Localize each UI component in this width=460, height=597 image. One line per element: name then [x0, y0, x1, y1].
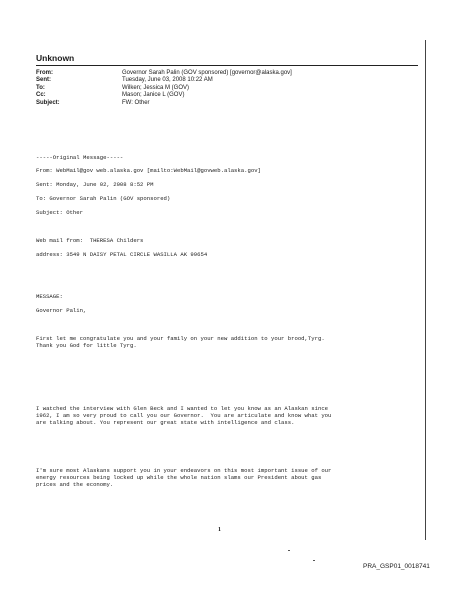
scan-speck — [288, 550, 290, 551]
email-header-fields — [36, 70, 292, 107]
original-message-marker: -----Original Message----- — [36, 154, 124, 161]
header-label: Cc: — [36, 92, 46, 99]
scan-speck — [313, 560, 315, 561]
scan-margin-line — [425, 40, 426, 540]
sender-name: Unknown — [36, 53, 75, 63]
header-divider — [36, 65, 418, 66]
header-row-to — [36, 85, 292, 92]
original-from-line: From: WebMail@gov web.alaska.gov [mailto:WebMail@govweb.alaska.gov] — [36, 167, 261, 174]
header-value: Tuesday, June 03, 2008 10:22 AM — [122, 77, 213, 84]
page-number: 1 — [218, 527, 221, 533]
webmail-from-line: Web mail from: THERESA Childers — [36, 237, 144, 244]
original-sent-line: Sent: Monday, June 02, 2008 8:52 PM — [36, 181, 154, 188]
bates-number: PRA_GSP01_0018741 — [363, 563, 430, 570]
header-value: Mason; Janice L (GOV) — [122, 92, 185, 99]
original-subject-line: Subject: Other — [36, 209, 83, 216]
header-value: Governor Sarah Palin (GOV sponsored) [governor@alaska.gov] — [122, 70, 292, 76]
message-paragraph-3: I'm sure most Alaskans support you in your endeavors on this most important issue of our energy resources being locked up while the whole nation slams our President about gas prices and the economy. — [36, 467, 332, 489]
message-label: MESSAGE: — [36, 293, 63, 300]
salutation: Governor Palin, — [36, 307, 87, 314]
header-row-subject — [36, 100, 292, 107]
header-row-cc — [36, 92, 292, 99]
address-line: address: 3549 N DAISY PETAL CIRCLE WASILLA AK 99654 — [36, 251, 208, 258]
header-label: To: — [36, 84, 45, 91]
header-label: From: — [36, 70, 53, 76]
header-value: FW: Other — [122, 99, 150, 106]
header-row-from — [36, 70, 292, 77]
header-value: Wilken; Jessica M (GOV) — [122, 84, 190, 91]
original-to-line: To: Governor Sarah Palin (GOV sponsored) — [36, 195, 171, 202]
header-row-sent — [36, 77, 292, 84]
message-paragraph-1: First let me congratulate you and your family on your new addition to your brood,Tyrg. Thank you God for little Tyrg. — [36, 335, 325, 350]
header-label: Sent: — [36, 77, 51, 84]
message-paragraph-2: I watched the interview with Glen Beck and I wanted to let you know as an Alaskan since 1962, I am so very proud to call you our Governor. You are articulate and know what you are talking about. You represent our great state with intelligence and class. — [36, 405, 332, 427]
header-label: Subject: — [36, 99, 60, 106]
